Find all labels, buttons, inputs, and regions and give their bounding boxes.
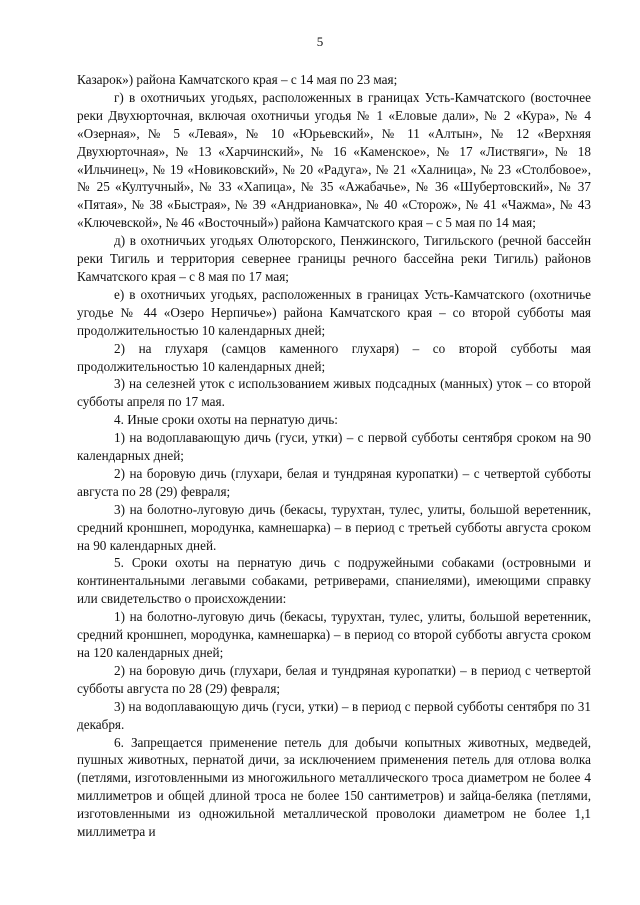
paragraph: 3) на болотно-луговую дичь (бекасы, турухтан, тулес, улиты, большой веретенник, средний кроншнеп, мородунка, камнешарка) – в период с третьей субботы августа сроком на 90 календарных дней. [77, 501, 591, 553]
paragraph: 1) на водоплавающую дичь (гуси, утки) – с первой субботы сентября сроком на 90 календарных дней; [77, 430, 591, 464]
paragraph: е) в охотничьих угодьях, расположенных в границах Усть-Камчатского (охотничье угодье № 44 «Озеро Нерпичье») района Камчатского края – со второй субботы мая продолжительностью 10 календарных дней; [77, 286, 591, 338]
document-body [77, 71, 591, 841]
paragraph: 2) на глухаря (самцов каменного глухаря) – со второй субботы мая продолжительностью 10 календарных дней; [77, 340, 591, 374]
paragraph: д) в охотничьих угодьях Олюторского, Пенжинского, Тигильского (речной бассейн реки Тигиль и территория севернее границы речного бассейна реки Тигиль) районов Камчатского края – с 8 мая по 17 мая; [77, 233, 591, 284]
paragraph: Казарок») района Камчатского края – с 14 мая по 23 мая; [77, 72, 398, 87]
paragraph: 2) на боровую дичь (глухари, белая и тундряная куропатки) – с четвертой субботы августа по 28 (29) февраля; [77, 465, 591, 499]
section-heading: 5. Сроки охоты на пернатую дичь с подружейными собаками (островными и континентальными легавыми собаками, ретриверами, спаниелями), имеющими справку или свидетельство о происхождении: [77, 555, 591, 607]
paragraph: 3) на селезней уток с использованием живых подсадных (манных) уток – со второй субботы апреля по 17 мая. [77, 376, 591, 410]
section-heading: 4. Иные сроки охоты на пернатую дичь: [114, 412, 338, 428]
paragraph: 2) на боровую дичь (глухари, белая и тундряная куропатки) – в период с четвертой субботы августа по 28 (29) февраля; [77, 662, 591, 696]
paragraph: 1) на болотно-луговую дичь (бекасы, турухтан, тулес, улиты, большой веретенник, средний кроншнеп, мородунка, камнешарка) – в период со второй субботы августа сроком на 120 календарных дней; [77, 609, 591, 660]
page-number: 5 [316, 34, 324, 49]
paragraph: 3) на водоплавающую дичь (гуси, утки) – в период с первой субботы сентября по 31 декабря. [77, 698, 591, 732]
paragraph: г) в охотничьих угодьях, расположенных в границах Усть-Камчатского (восточнее реки Двухюрточная, включая охотничьи угодья № 1 «Еловые дали», № 2 «Кура», № 4 «Озерная», № 5 «Левая», № 10 «Юрьевский», № 11 «Алтын», № 12 «Верхняя Двухюрточная», № 13 «Харчинский», № 16 «Каменское», № 17 «Листвяги», № 18 «Ильчинец», № 19 «Новиковский», № 20 «Радуга», № 21 «Халница», № 23 «Столбовое», № 25 «Култучный», № 33 «Хапица», № 35 «Ажабачье», № 36 «Шубертовский», № 37 «Пятая», № 38 «Быстрая», № 39 «Андриановка», № 40 «Сторож», № 41 «Чажма», № 43 «Ключевской», № 46 «Восточный») района Камчатского края – с 5 мая по 14 мая; [77, 89, 591, 231]
paragraph: 6. Запрещается применение петель для добычи копытных животных, медведей, пушных животных, пернатой дичи, за исключением применения петель для отлова волка (петлями, изготовленными из многожильного металлического троса диаметром не более 4 миллиметров и общей длиной троса не более 150 сантиметров) и зайца-беляка (петлями, изготовленными из одножильной металлической проволоки диаметром не более 1,1 миллиметра и [77, 734, 591, 840]
